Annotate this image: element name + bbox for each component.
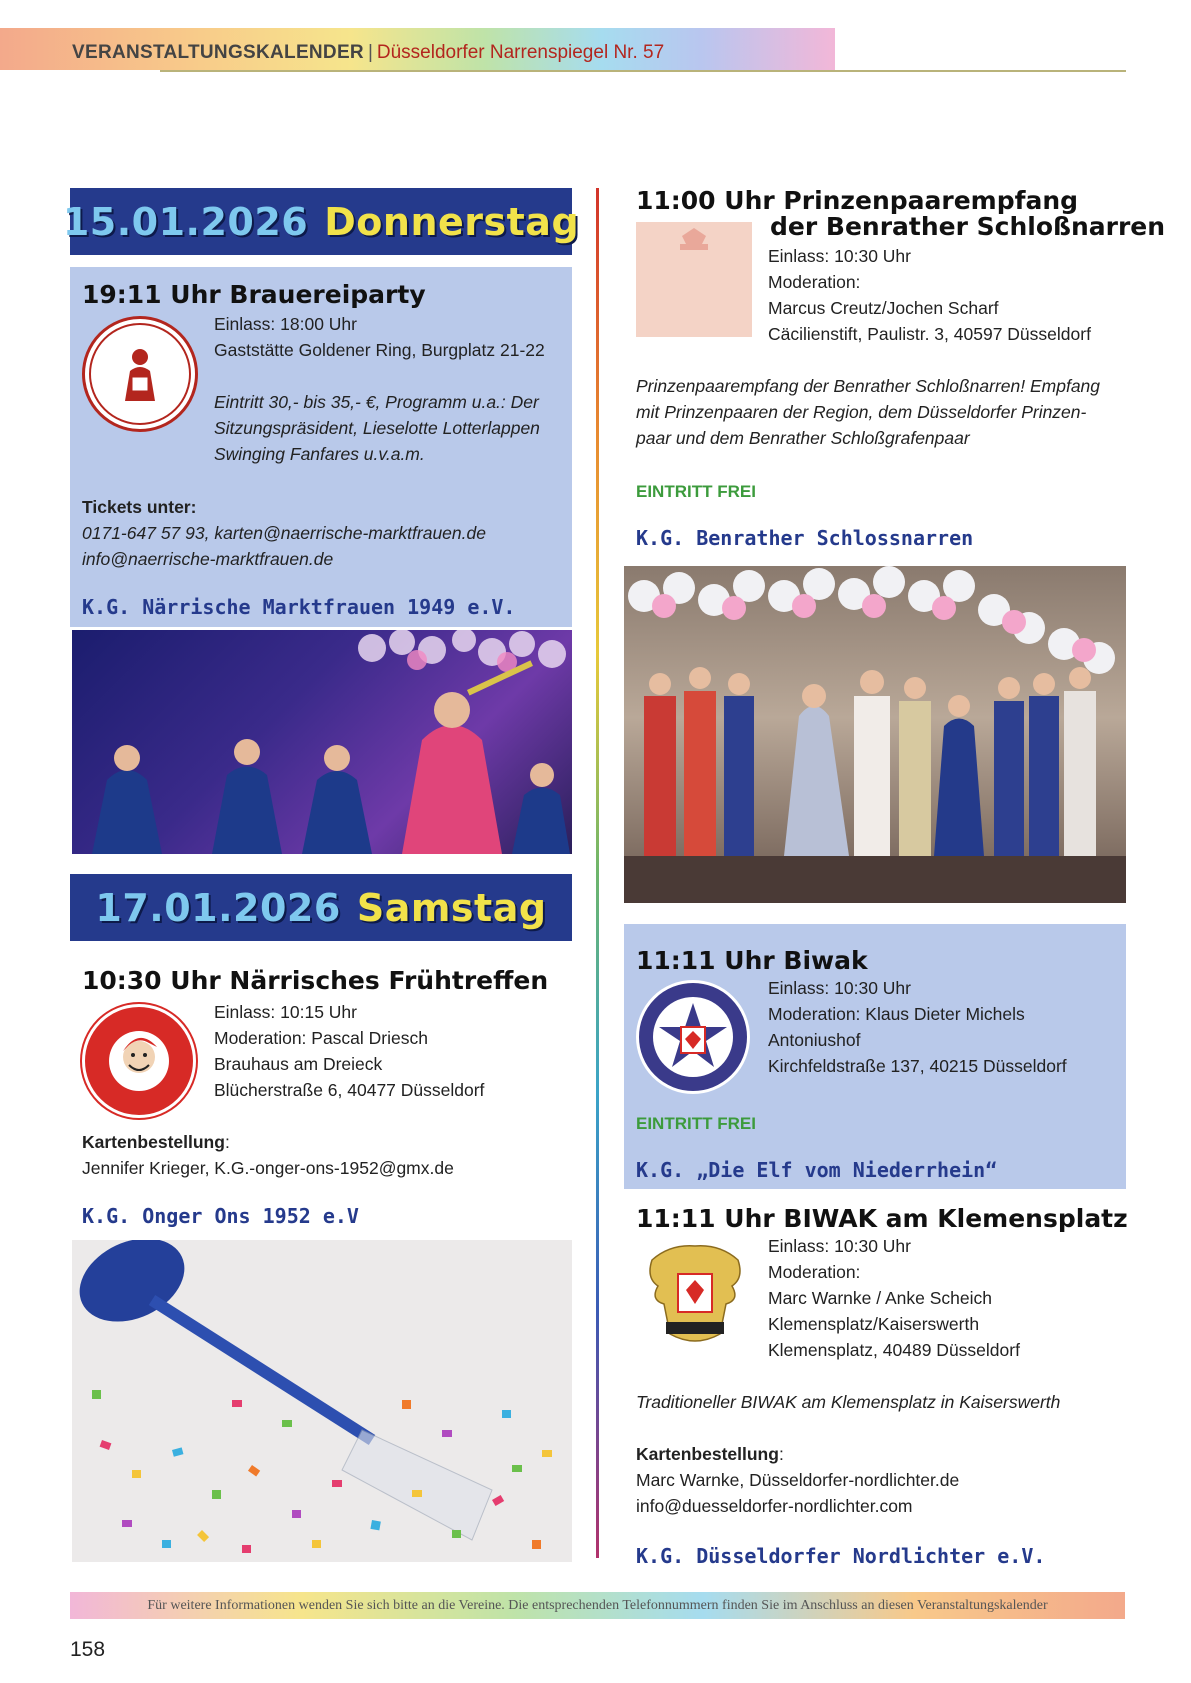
event-title: 11:00 Uhr Prinzenpaarempfang [636,186,1079,215]
marktfrauen-emblem-icon [85,319,195,429]
einlass-text: Einlass: 10:15 Uhr [214,1002,357,1022]
elf-vom-niederrhein-logo [636,980,750,1094]
entry-free-label: EINTRITT FREI [636,1114,756,1133]
organizer-name: K.G. „Die Elf vom Niederrhein“ [636,1158,998,1182]
nordlichter-logo [640,1238,750,1350]
moderation-label: Moderation: [768,1262,861,1282]
tickets-email: info@naerrische-marktfrauen.de [82,549,334,569]
event-title: 19:11 Uhr Brauereiparty [82,280,426,309]
moderation-text: Moderation: Klaus Dieter Michels [768,1004,1025,1024]
header-separator: | [367,42,373,63]
event-title-line2: der Benrather Schloßnarren [770,212,1166,241]
venue-text: Antoniushof [768,1030,861,1050]
elf-vom-niederrhein-emblem-icon [639,983,747,1091]
event-photo-prinzenpaar [624,566,1126,903]
nordlichter-eagle-crest-icon [640,1238,750,1350]
organizer-name: K.G. Närrische Marktfrauen 1949 e.V. [82,595,516,619]
einlass-text: Einlass: 10:30 Uhr [768,978,911,998]
date-banner-17-01 [70,874,572,941]
footer-note: Für weitere Informationen wenden Sie sich bitte an die Vereine. Die entsprechenden Telefonnummern finden Sie im Anschluss an diesen Veranstaltungskalender [147,1597,1048,1613]
order-label: Kartenbestellung [82,1132,225,1152]
event-title: 11:11 Uhr Biwak [636,946,868,975]
organizer-name: K.G. Benrather Schlossnarren [636,526,974,550]
order-email: info@duesseldorfer-nordlichter.com [636,1496,913,1516]
order-label-line [636,1444,784,1465]
moderation-text: Moderation: Pascal Driesch [214,1028,428,1048]
venue-text: Gaststätte Goldener Ring, Burgplatz 21-22 [214,340,545,360]
stage-performance-image [72,630,572,854]
header-subtitle: Düsseldorfer Narrenspiegel Nr. 57 [376,42,665,63]
einlass-text: Einlass: 10:30 Uhr [768,246,911,266]
schlossnarren-logo [636,222,752,337]
description-line: Sitzungspräsident, Lieselotte Lotterlappen [214,418,540,438]
venue-text: Klemensplatz/Kaiserswerth [768,1314,980,1334]
event-title: 10:30 Uhr Närrisches Frühtreffen [82,966,549,995]
banner-date: 17.01.2026 [95,885,341,930]
organizer-name: K.G. Düsseldorfer Nordlichter e.V. [636,1544,1046,1568]
address-text: Kirchfeldstraße 137, 40215 Düsseldorf [768,1056,1067,1076]
organizer-name: K.G. Onger Ons 1952 e.V [82,1204,359,1228]
moderation-label: Moderation: [768,272,861,292]
address-text: Blücherstraße 6, 40477 Düsseldorf [214,1080,485,1100]
header-title: VERANSTALTUNGSKALENDER [72,42,364,63]
entry-free-label: EINTRITT FREI [636,482,756,501]
tickets-label: Tickets unter: [82,497,197,517]
footer-bar [70,1592,1125,1619]
event-title: 11:11 Uhr BIWAK am Klemensplatz [636,1204,1128,1233]
column-divider [596,188,599,1558]
einlass-text: Einlass: 18:00 Uhr [214,314,357,334]
event-photo-brauereiparty [72,630,572,854]
header-rule [160,70,1126,72]
order-label: Kartenbestellung [636,1444,779,1464]
marktfrauen-logo [82,316,198,432]
description-line: paar und dem Benrather Schloßgrafenpaar [636,428,970,448]
address-text: Cäcilienstift, Paulistr. 3, 40597 Düsseldorf [768,324,1091,344]
running-header [72,42,664,64]
description-line: Swinging Fanfares u.v.a.m. [214,444,425,464]
moderators-text: Marcus Creutz/Jochen Scharf [768,298,999,318]
venue-text: Brauhaus am Dreieck [214,1054,383,1074]
event-photo-confetti [72,1240,572,1562]
banner-date: 15.01.2026 [62,199,309,244]
description-line: Traditioneller BIWAK am Klemensplatz in Kaiserswerth [636,1392,1061,1412]
confetti-glass-image [72,1240,572,1562]
schlossnarren-emblem-icon [636,222,752,337]
page-number: 158 [70,1638,106,1661]
moderators-text: Marc Warnke / Anke Scheich [768,1288,993,1308]
description-line: Prinzenpaarempfang der Benrather Schloßnarren! Empfang [636,376,1101,396]
banner-weekday: Samstag [356,885,547,930]
group-stage-image [624,566,1126,903]
order-contact: Jennifer Krieger, K.G.-onger-ons-1952@gmx.de [82,1158,454,1178]
order-label-colon: : [224,1132,230,1152]
onger-ons-emblem-icon [85,1007,193,1115]
description-line: mit Prinzenpaaren der Region, dem Düsseldorfer Prinzen- [636,402,1087,422]
description-line: Eintritt 30,- bis 35,- €, Programm u.a.: Der [214,392,539,412]
date-banner-15-01 [62,188,580,255]
einlass-text: Einlass: 10:30 Uhr [768,1236,911,1256]
banner-weekday: Donnerstag [324,199,580,244]
address-text: Klemensplatz, 40489 Düsseldorf [768,1340,1020,1360]
tickets-contact: 0171-647 57 93, karten@naerrische-marktfrauen.de [82,523,486,543]
order-label-line [82,1132,230,1153]
order-contact: Marc Warnke, Düsseldorfer-nordlichter.de [636,1470,960,1490]
onger-ons-logo [82,1004,196,1118]
order-label-colon: : [778,1444,784,1464]
